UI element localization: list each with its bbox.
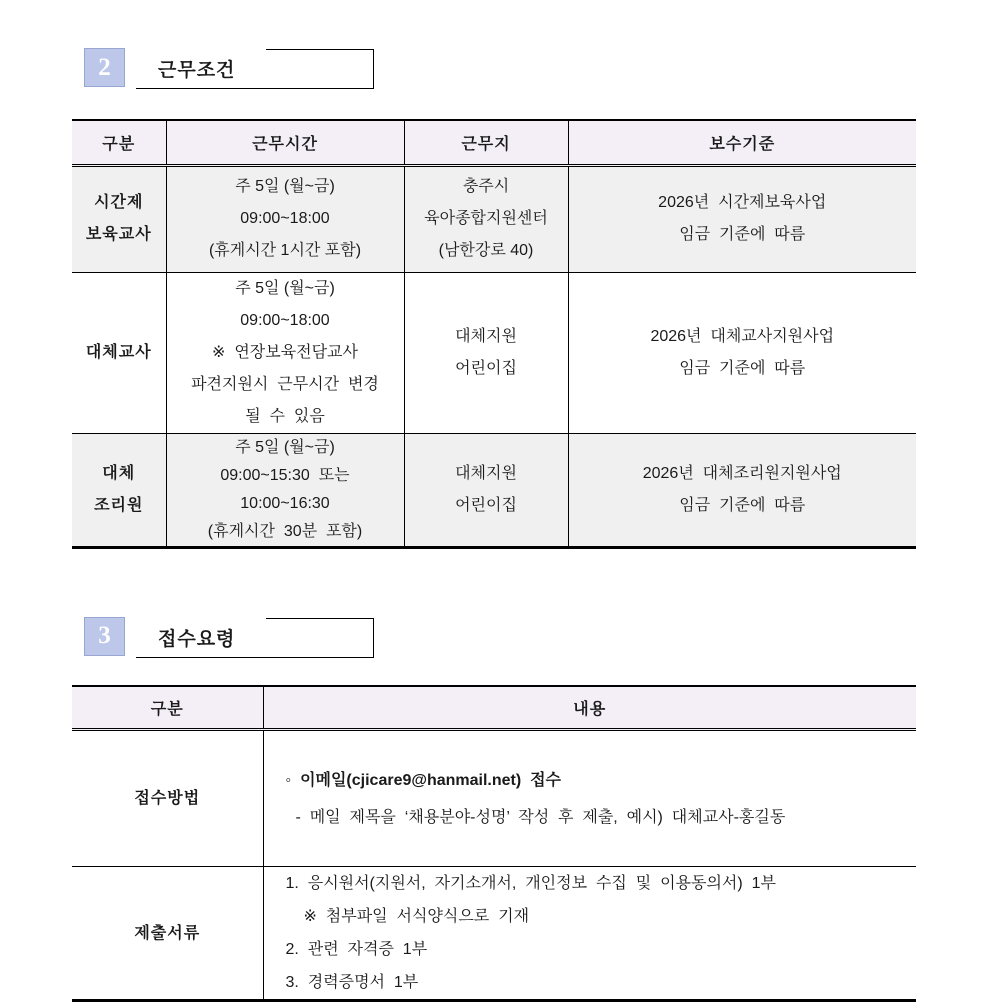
cell-line: 제출서류 (134, 924, 201, 942)
section-number: 3 (98, 622, 111, 649)
work-row-substitute-teacher (72, 272, 916, 433)
cell-line: (휴게시간 1시간 포함) (208, 242, 362, 259)
cell-line: 조리원 (94, 496, 144, 514)
location-cell (404, 433, 568, 547)
cell-line: 주 5일 (월~금) (235, 438, 335, 456)
cell-line: 2026년 대체교사지원사업 (650, 327, 835, 345)
category-cell (72, 730, 263, 867)
section-title: 접수요령 (158, 628, 236, 650)
apply-col-category: 구분 (150, 700, 184, 718)
cell-line: 1. 응시원서(지원서, 자기소개서, 개인정보 수집 및 이용동의서) 1부 (285, 875, 776, 892)
work-row-parttime-teacher (72, 165, 916, 272)
cell-line: 어린이집 (455, 359, 517, 377)
category-cell (72, 165, 166, 272)
cell-line: 10:00~16:30 (240, 494, 330, 512)
hours-cell (166, 433, 404, 547)
section-number-badge (84, 617, 125, 656)
cell-line: 보육교사 (85, 226, 152, 243)
cell-line: 어린이집 (455, 496, 517, 514)
cell-line: 2. 관련 자격증 1부 (285, 941, 428, 958)
work-col-location: 근무지 (404, 120, 568, 165)
application-table (72, 685, 916, 1003)
apply-row-method (72, 730, 916, 867)
content-cell (263, 867, 916, 1001)
cell-line: (남한강로 40) (438, 242, 534, 259)
cell-line: ※ 연장보육전담교사 (212, 343, 358, 361)
hours-cell (166, 272, 404, 433)
cell-line: 될 수 있음 (245, 407, 325, 425)
work-conditions-table (72, 119, 916, 549)
cell-line: - 메일 제목을 ‘채용분야-성명’ 작성 후 제출, 예시) 대체교사-홍길동 (295, 808, 786, 826)
section-title: 근무조건 (158, 60, 236, 81)
location-cell (404, 165, 568, 272)
work-col-hours: 근무시간 (166, 120, 404, 165)
cell-line: 임금 기준에 따름 (679, 359, 806, 377)
document-content (72, 0, 916, 1002)
cell-line: 접수방법 (134, 790, 201, 807)
apply-row-documents (72, 867, 916, 1001)
content-cell (263, 730, 916, 867)
work-table-header-row (72, 120, 916, 165)
cell-line: 임금 기준에 따름 (679, 226, 806, 243)
section-number-badge (84, 48, 125, 87)
cell-line: 2026년 시간제보육사업 (658, 194, 827, 211)
cell-line: 주 5일 (월~금) (235, 279, 335, 297)
cell-line: 3. 경력증명서 1부 (285, 974, 419, 991)
cell-line: 2026년 대체조리원지원사업 (642, 464, 842, 482)
pay-cell (568, 272, 916, 433)
pay-cell (568, 433, 916, 547)
section-title-box (136, 49, 374, 89)
cell-line: (휴게시간 30분 포함) (207, 522, 363, 540)
cell-line: 대체교사 (85, 343, 152, 361)
apply-col-content: 내용 (263, 686, 916, 730)
cell-line: 대체지원 (455, 327, 517, 345)
work-row-substitute-cook (72, 433, 916, 547)
category-cell (72, 867, 263, 1001)
cell-line: 09:00~18:00 (240, 210, 330, 227)
section-number: 2 (98, 53, 111, 81)
cell-line: 대체지원 (455, 464, 517, 482)
cell-line: 09:00~15:30 또는 (220, 466, 350, 484)
pay-cell (568, 165, 916, 272)
location-cell (404, 272, 568, 433)
cell-line: 시간제 (94, 194, 144, 211)
cell-line: 충주시 (462, 178, 510, 195)
cell-line: 파견지원시 근무시간 변경 (191, 375, 379, 393)
category-cell (72, 433, 166, 547)
section-title-box (136, 618, 374, 658)
cell-line: 임금 기준에 따름 (679, 496, 806, 514)
section-work-header (84, 0, 916, 89)
work-col-pay: 보수기준 (568, 120, 916, 165)
hours-cell (166, 165, 404, 272)
section-apply-header (84, 549, 916, 658)
cell-line: ※ 첨부파일 서식양식으로 기재 (303, 908, 530, 925)
category-cell (72, 272, 166, 433)
cell-line: 육아종합지원센터 (424, 210, 548, 227)
cell-line: 09:00~18:00 (240, 311, 330, 329)
cell-line: 주 5일 (월~금) (235, 178, 335, 195)
cell-line: ◦ 이메일(cjicare9@hanmail.net) 접수 (285, 771, 562, 789)
cell-line: 대체 (102, 464, 136, 482)
work-col-category: 구분 (102, 135, 136, 153)
apply-table-header-row (72, 686, 916, 730)
